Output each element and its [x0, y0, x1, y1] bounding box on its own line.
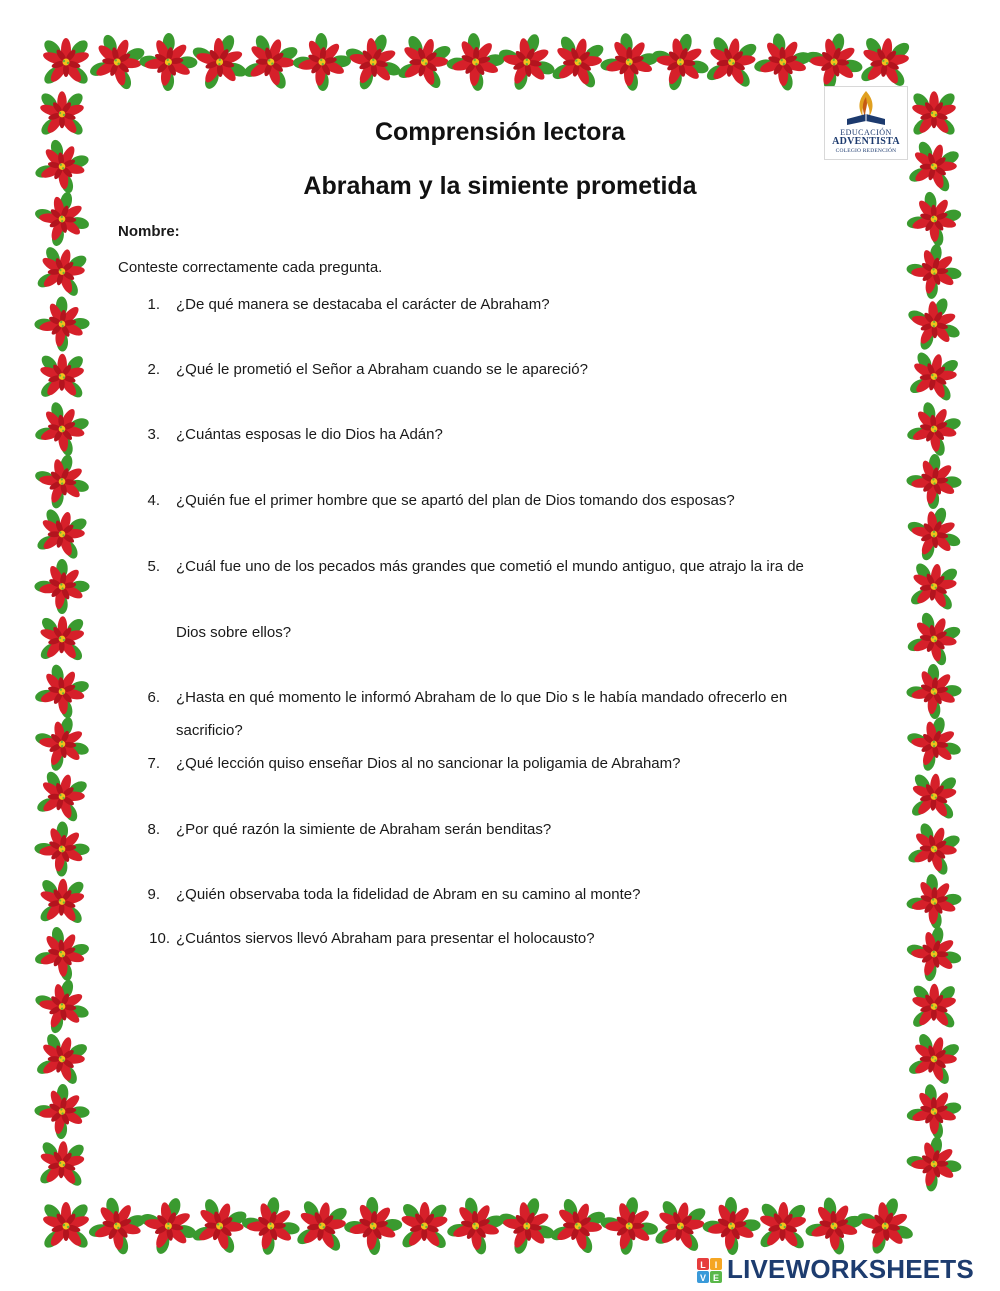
- poinsettia-flower: [902, 397, 966, 461]
- poinsettia-flower: [133, 27, 203, 97]
- logo-letter-e: E: [712, 1273, 720, 1283]
- logo-letter-i: I: [714, 1260, 718, 1270]
- name-label: Nombre:: [118, 223, 180, 240]
- logo-line-3: COLEGIO REDENCIÓN: [835, 148, 897, 154]
- poinsettia-flower: [33, 505, 91, 563]
- instructions: Conteste correctamente cada pregunta.: [118, 259, 383, 276]
- poinsettia-flower: [907, 560, 961, 614]
- poinsettia-flower: [904, 1029, 963, 1088]
- poinsettia-flower: [595, 1191, 664, 1260]
- poinsettia-flower: [441, 1192, 509, 1260]
- question-text: ¿Qué le prometió el Señor a Abraham cuando se le apareció?: [176, 361, 588, 378]
- poinsettia-flower: [38, 353, 86, 401]
- poinsettia-flower: [29, 1078, 95, 1144]
- poinsettia-flower: [901, 868, 967, 934]
- poinsettia-flower: [901, 448, 967, 514]
- question-number: 7.: [147, 755, 160, 772]
- question-number: 10.: [149, 930, 170, 947]
- poinsettia-flower: [399, 1201, 449, 1251]
- question-text-continued: Dios sobre ellos?: [176, 624, 292, 641]
- poinsettia-flower: [30, 449, 95, 514]
- poinsettia-flower: [901, 238, 967, 304]
- poinsettia-flower: [41, 1201, 90, 1250]
- liveworksheets-text: LIVEWORKSHEETS: [727, 1254, 974, 1284]
- question-text: ¿De qué manera se destacaba el carácter de Abraham?: [176, 296, 550, 313]
- question-number: 4.: [147, 492, 160, 509]
- page-title: Comprensión lectora: [374, 118, 626, 146]
- question-text: ¿Quién observaba toda la fidelidad de Abram en su camino al monte?: [176, 886, 641, 903]
- poinsettia-flower: [236, 1191, 305, 1260]
- poinsettia-flower: [906, 348, 962, 404]
- poinsettia-flower: [901, 921, 966, 986]
- poinsettia-flower: [910, 983, 958, 1031]
- poinsettia-flower: [595, 27, 664, 96]
- poinsettia-flower: [239, 30, 302, 93]
- page-subtitle: Abraham y la simiente prometida: [303, 172, 697, 200]
- poinsettia-flower: [757, 1200, 808, 1251]
- poinsettia-flower: [30, 922, 95, 987]
- poinsettia-flower: [83, 1192, 151, 1260]
- poinsettia-flower: [287, 27, 357, 97]
- poinsettia-flower: [901, 1131, 967, 1197]
- poinsettia-flower: [902, 712, 966, 776]
- poinsettia-flower: [30, 975, 94, 1039]
- question-text-continued: sacrificio?: [176, 722, 243, 739]
- poinsettia-flower: [903, 503, 966, 566]
- logo-letter-l: L: [700, 1260, 706, 1270]
- question-text: ¿Qué lección quiso enseñar Dios al no sancionar la poligamia de Abraham?: [176, 755, 681, 772]
- poinsettia-flower: [30, 397, 94, 461]
- question-text: ¿Cuál fue uno de los pecados más grandes que cometió el mundo antiguo, que atrajo la ira de: [176, 558, 804, 575]
- poinsettia-flower: [33, 767, 92, 826]
- question-number: 1.: [147, 296, 160, 313]
- question-text: ¿Cuántos siervos llevó Abraham para presentar el holocausto?: [176, 930, 595, 947]
- question-text: ¿Hasta en qué momento le informó Abraham de lo que Dio s le había mandado ofrecerlo en: [176, 689, 788, 706]
- poinsettia-flower: [903, 293, 964, 354]
- poinsettia-flower: [857, 34, 913, 90]
- poinsettia-flower: [909, 771, 960, 822]
- poinsettia-flower: [441, 27, 511, 97]
- poinsettia-flower: [293, 1197, 351, 1255]
- question-number: 6.: [147, 689, 160, 706]
- poinsettia-flower: [30, 712, 94, 776]
- liveworksheets-logo-icon: [697, 1258, 723, 1284]
- question-number: 3.: [147, 426, 160, 443]
- logo-line-1: EDUCACIÓN: [840, 128, 892, 137]
- poinsettia-flower: [30, 659, 95, 724]
- question-number: 2.: [147, 361, 160, 378]
- poinsettia-flower: [901, 658, 967, 724]
- poinsettia-flower: [748, 28, 817, 97]
- logo-letter-v: V: [699, 1273, 707, 1283]
- poinsettia-flower: [901, 1079, 966, 1144]
- poinsettia-flower: [32, 1029, 91, 1088]
- poinsettia-flower: [546, 1194, 610, 1258]
- question-number: 5.: [147, 558, 160, 575]
- poinsettia-flower: [37, 877, 86, 926]
- poinsettia-flower: [188, 1194, 252, 1258]
- poinsettia-flower: [29, 291, 95, 357]
- question-text: ¿Quién fue el primer hombre que se apartó del plan de Dios tomando dos esposas?: [176, 492, 735, 509]
- poinsettia-flower: [135, 1193, 202, 1260]
- liveworksheets-watermark: [697, 1254, 997, 1288]
- poinsettia-flower: [494, 1193, 561, 1260]
- poinsettia-flower: [651, 1197, 710, 1256]
- poinsettia-flower: [800, 1192, 868, 1260]
- poinsettia-flower: [697, 1191, 767, 1261]
- poinsettia-flower: [37, 1139, 87, 1189]
- poinsettia-flower: [903, 818, 964, 879]
- logo-line-2: ADVENTISTA: [832, 136, 900, 147]
- poinsettia-flower: [548, 32, 608, 92]
- question-text: ¿Cuántas esposas le dio Dios ha Adán?: [176, 426, 443, 443]
- poinsettia-flower: [393, 31, 455, 93]
- poinsettia-flower: [29, 816, 95, 882]
- poinsettia-flower: [33, 243, 91, 301]
- poinsettia-flower: [852, 1193, 918, 1259]
- poinsettia-flower: [703, 33, 761, 91]
- poinsettia-flower: [29, 553, 96, 620]
- poinsettia-flower: [338, 1191, 408, 1261]
- poinsettia-flower: [903, 608, 966, 671]
- poinsettia-flower: [38, 615, 87, 664]
- poinsettia-flower: [647, 28, 715, 96]
- question-text: ¿Por qué razón la simiente de Abraham serán benditas?: [176, 821, 552, 838]
- poinsettia-flower: [41, 37, 90, 86]
- question-number: 8.: [147, 821, 160, 838]
- question-number: 9.: [147, 886, 160, 903]
